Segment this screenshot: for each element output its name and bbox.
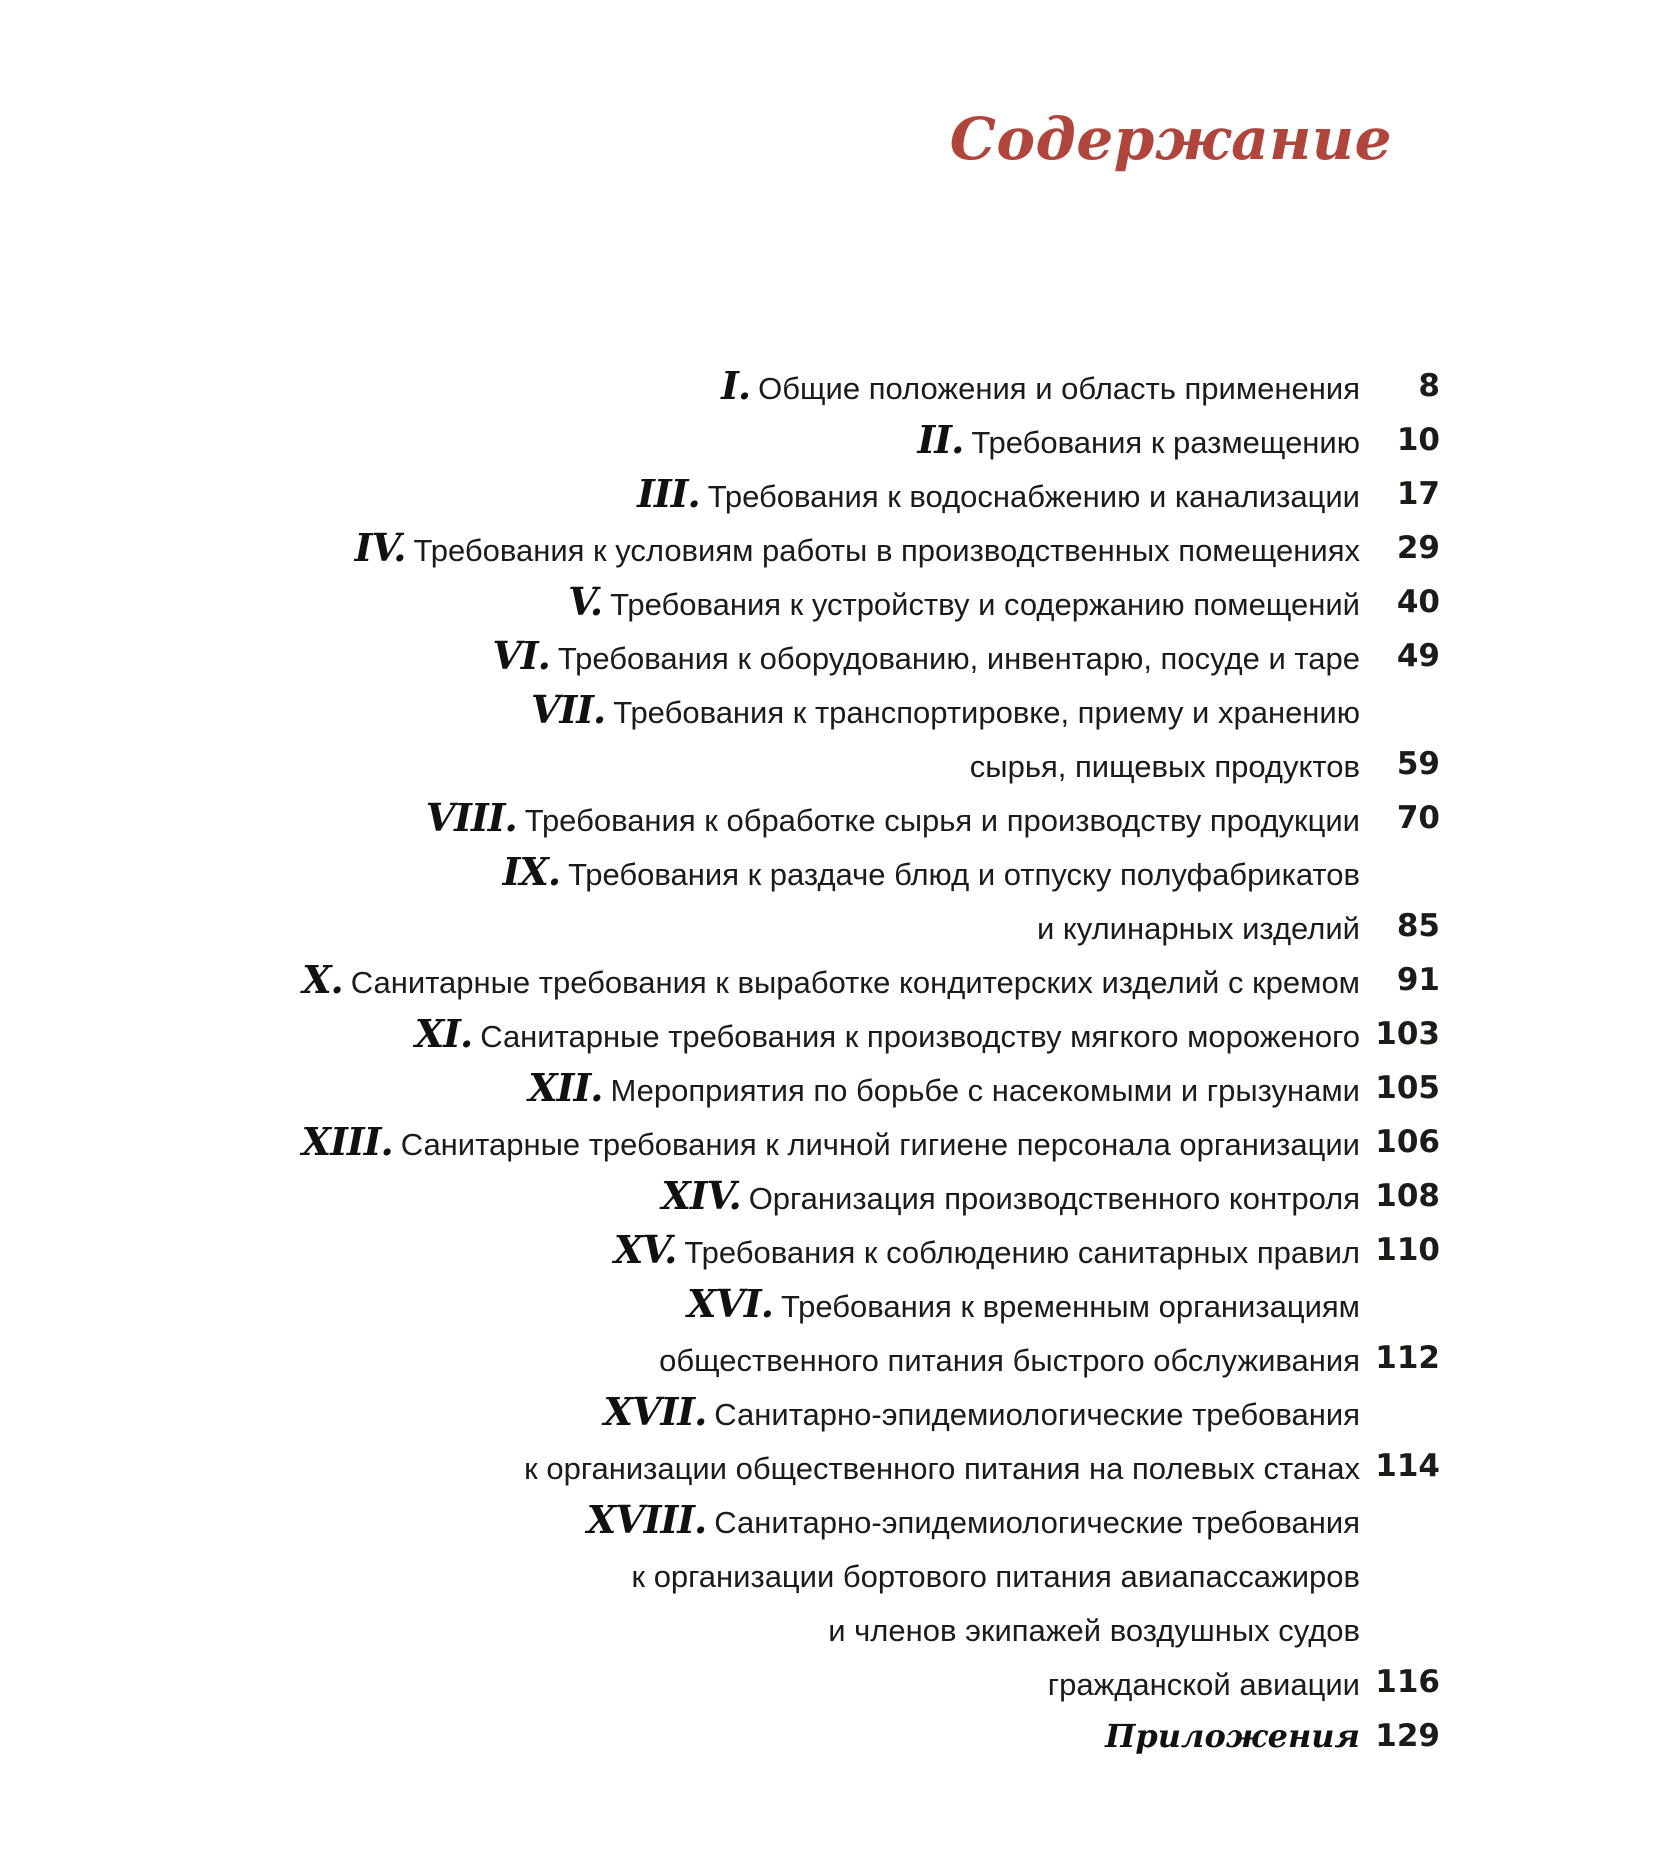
toc-numeral: VI. (492, 633, 550, 678)
toc-title: Требования к раздаче блюд и отпуску полуфабрикатов (568, 857, 1360, 892)
toc-page-number: 40 (1396, 584, 1440, 620)
toc-entry-continuation (0, 1655, 1680, 1709)
toc-entry-text-wrap (492, 629, 1360, 686)
toc-title: к организации общественного питания на полевых станах (524, 1451, 1360, 1486)
toc-numeral: XI. (414, 1011, 473, 1056)
toc-title: Санитарные требования к производству мягкого мороженого (480, 1019, 1360, 1054)
toc-title: к организации бортового питания авиапассажиров (631, 1559, 1360, 1594)
toc-page-number: 17 (1396, 476, 1440, 512)
toc-page-number: 108 (1375, 1178, 1440, 1214)
toc-title: Санитарные требования к выработке кондитерских изделий с кремом (350, 965, 1360, 1000)
toc-numeral: XVIII. (586, 1497, 707, 1542)
toc-title: и кулинарных изделий (1036, 911, 1360, 946)
toc-page-number: 112 (1375, 1340, 1440, 1376)
toc-title: Требования к размещению (971, 425, 1360, 460)
toc-entry-text-wrap (528, 1061, 1360, 1118)
toc-entry-continuation (0, 899, 1680, 953)
toc-page-number: 29 (1396, 530, 1440, 566)
toc-entry-continuation (0, 1331, 1680, 1385)
toc-entry (0, 467, 1680, 521)
toc-title: и членов экипажей воздушных судов (828, 1613, 1360, 1648)
toc-title: Мероприятия по борьбе с насекомыми и грызунами (610, 1073, 1360, 1108)
toc-entry-text-wrap (604, 1385, 1360, 1442)
toc-entry-text-wrap (531, 683, 1360, 740)
toc-entry-text-wrap (624, 1547, 1360, 1604)
toc-entry-text-wrap (721, 359, 1360, 416)
toc-appendix-label: Приложения (1105, 1717, 1360, 1755)
toc-entry-text-wrap (1029, 899, 1360, 956)
toc-page-number: 114 (1375, 1448, 1440, 1484)
toc-numeral: VII. (530, 687, 606, 732)
toc-entry (0, 953, 1680, 1007)
toc-page-number: 49 (1396, 638, 1440, 674)
toc-title: Требования к транспортировке, приему и хранению (613, 695, 1360, 730)
toc-page-number: 110 (1375, 1232, 1440, 1268)
toc-numeral: V. (568, 579, 603, 624)
toc-title: Требования к условиям работы в производственных помещениях (413, 533, 1360, 568)
toc-entry-continuation (0, 1601, 1680, 1655)
toc-entry (0, 845, 1680, 899)
toc-entry (0, 1385, 1680, 1439)
toc-numeral: III. (637, 471, 700, 516)
toc-numeral: IX. (502, 849, 561, 894)
toc-numeral: II. (917, 417, 964, 462)
toc-page-number: 8 (1418, 368, 1440, 404)
toc-entry-appendix (0, 1709, 1680, 1763)
toc-page-number: 116 (1375, 1664, 1440, 1700)
toc-page-number: 70 (1396, 800, 1440, 836)
toc-title: Санитарные требования к личной гигиене персонала организации (400, 1127, 1360, 1162)
toc-entry (0, 413, 1680, 467)
toc-title: Требования к водоснабжению и канализации (707, 479, 1360, 514)
toc-numeral: XVI. (686, 1281, 773, 1326)
toc-numeral: X. (302, 957, 343, 1002)
toc-title: Общие положения и область применения (758, 371, 1360, 406)
toc-page-number: 129 (1375, 1718, 1440, 1754)
toc-page-number: 105 (1375, 1070, 1440, 1106)
toc-numeral: XVII. (603, 1389, 707, 1434)
toc-entry-text-wrap (687, 1277, 1360, 1334)
toc-entry-text-wrap (820, 1601, 1360, 1658)
toc-entry (0, 1493, 1680, 1547)
toc-page-number: 10 (1396, 422, 1440, 458)
toc-entry-text-wrap (426, 791, 1360, 848)
toc-numeral: IV. (354, 525, 406, 570)
toc-entry (0, 629, 1680, 683)
toc-numeral: XV. (613, 1227, 677, 1272)
toc-entry-text-wrap (587, 1493, 1360, 1550)
toc-entry-text-wrap (302, 1115, 1360, 1172)
toc-entry-text-wrap (516, 1439, 1360, 1496)
toc-page-number: 106 (1375, 1124, 1440, 1160)
toc-page-number: 85 (1396, 908, 1440, 944)
toc-entry-text-wrap (614, 1223, 1360, 1280)
toc-entry-text-wrap (355, 521, 1360, 578)
toc-entry (0, 1277, 1680, 1331)
toc-entry-text-wrap (651, 1331, 1360, 1388)
toc-entry-text-wrap (503, 845, 1360, 902)
page-title: Содержание (949, 105, 1392, 173)
toc-title: Требования к соблюдению санитарных правил (684, 1235, 1360, 1270)
toc-entry-text-wrap (962, 737, 1360, 794)
toc-title: Требования к оборудованию, инвентарю, посуде и таре (557, 641, 1360, 676)
toc-title: Требования к временным организациям (780, 1289, 1360, 1324)
toc-numeral: I. (721, 363, 751, 408)
toc-title: Требования к устройству и содержанию помещений (610, 587, 1360, 622)
toc-entry-text-wrap (637, 467, 1360, 524)
toc-entry-text-wrap (661, 1169, 1360, 1226)
toc-entry-text-wrap (1040, 1655, 1360, 1712)
toc-page-number: 91 (1396, 962, 1440, 998)
toc-entry-text-wrap (918, 413, 1360, 470)
toc-title: общественного питания быстрого обслуживания (659, 1343, 1360, 1378)
toc-entry (0, 1007, 1680, 1061)
toc-entry-text-wrap (415, 1007, 1360, 1064)
toc-title: Организация производственного контроля (748, 1181, 1360, 1216)
toc-numeral: XII. (528, 1065, 603, 1110)
toc-numeral: XIII. (301, 1119, 393, 1164)
toc-entry-continuation (0, 1439, 1680, 1493)
toc-page-number: 103 (1375, 1016, 1440, 1052)
toc-title: Санитарно-эпидемиологические требования (714, 1397, 1360, 1432)
toc-entry (0, 1223, 1680, 1277)
toc-entry-continuation (0, 737, 1680, 791)
toc-entry (0, 791, 1680, 845)
toc-entry-text-wrap (568, 575, 1360, 632)
toc-title: гражданской авиации (1047, 1667, 1360, 1702)
toc-entry-text-wrap (302, 953, 1360, 1010)
toc-entry-continuation (0, 1547, 1680, 1601)
toc-title: Санитарно-эпидемиологические требования (714, 1505, 1360, 1540)
toc-page-number: 59 (1396, 746, 1440, 782)
table-of-contents (0, 359, 1680, 1763)
toc-entry (0, 575, 1680, 629)
toc-entry (0, 359, 1680, 413)
toc-entry (0, 1061, 1680, 1115)
toc-title: Требования к обработке сырья и производству продукции (524, 803, 1360, 838)
toc-entry (0, 521, 1680, 575)
toc-numeral: XIV. (661, 1173, 741, 1218)
toc-entry-text-wrap (1105, 1709, 1360, 1764)
toc-numeral: VIII. (425, 795, 517, 840)
toc-entry (0, 1169, 1680, 1223)
toc-title: сырья, пищевых продуктов (969, 749, 1360, 784)
toc-entry (0, 1115, 1680, 1169)
toc-entry (0, 683, 1680, 737)
